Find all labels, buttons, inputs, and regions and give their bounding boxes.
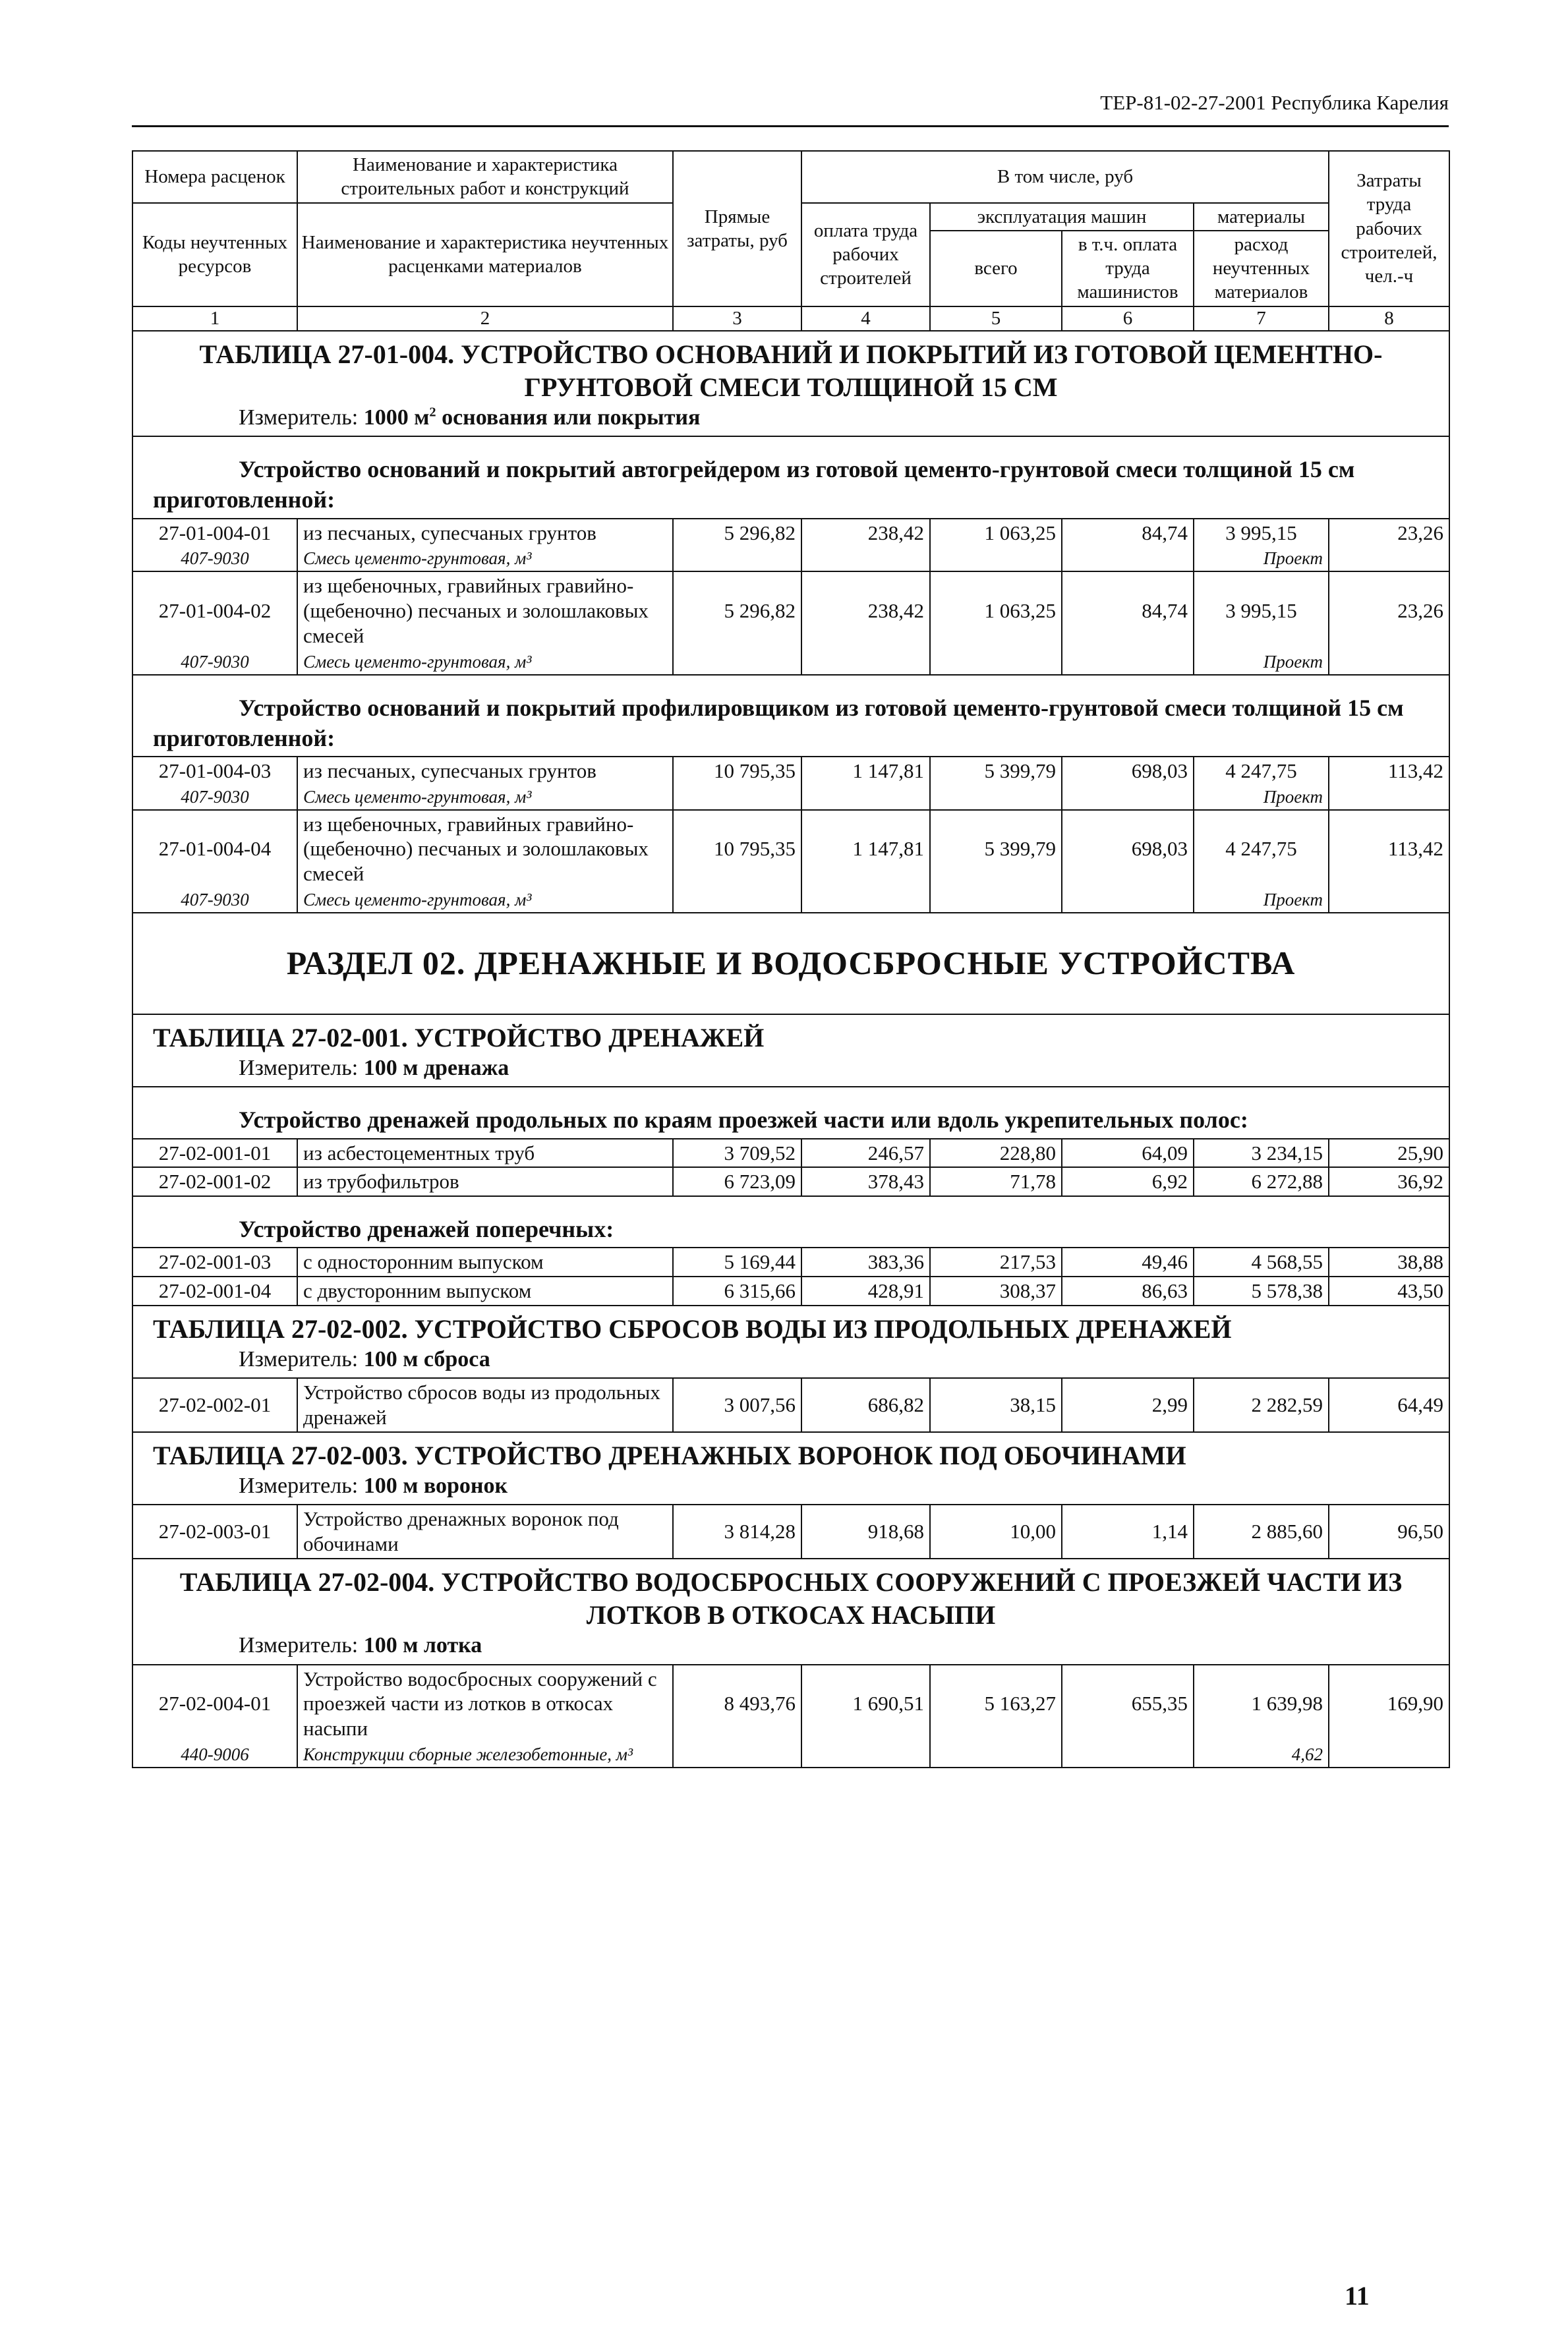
- table-row: 27-02-003-01 Устройство дренажных воронок под обочинами 3 814,28 918,68 10,00 1,14 2 885,60 96,50: [132, 1505, 1449, 1559]
- rate-code: 27-01-004-02: [132, 571, 297, 649]
- rate-code: 27-01-004-03: [132, 757, 297, 785]
- table-title-row: [132, 1559, 1449, 1665]
- table-title: ТАБЛИЦА 27-02-001. УСТРОЙСТВО ДРЕНАЖЕЙ: [153, 1022, 765, 1052]
- table-row: 27-01-004-02 из щебеночных, гравийных гравийно-(щебеночно) песчаных и золошлаковых смесей 5 296,82 238,42 1 063,25 84,74 3 995,15 23,26: [132, 571, 1449, 649]
- col-1b-header: Коды неучтенных ресурсов: [132, 203, 297, 306]
- work-name: Устройство дренажных воронок под обочинами: [297, 1505, 673, 1559]
- measure-unit: Измеритель: 100 м лотка: [239, 1633, 482, 1658]
- resource-code: 440-9006: [132, 1743, 297, 1768]
- materials-header: материалы: [1194, 203, 1329, 231]
- work-name: из щебеночных, гравийных гравийно-(щебеночно) песчаных и золошлаковых смесей: [297, 571, 673, 649]
- measure-unit: Измеритель: 100 м сброса: [239, 1346, 490, 1371]
- col-2b-header: Наименование и характеристика неучтенных расценками материалов: [297, 203, 673, 306]
- resource-code: 407-9030: [132, 546, 297, 571]
- work-name: Устройство сбросов воды из продольных дренажей: [297, 1378, 673, 1432]
- resource-code: 407-9030: [132, 785, 297, 810]
- work-name: из трубофильтров: [297, 1167, 673, 1196]
- table-title-row: [132, 331, 1449, 437]
- material-name: Смесь цементо-грунтовая, м³: [297, 546, 673, 571]
- page-number: 11: [1345, 2281, 1370, 2311]
- subsection-title: Устройство дренажей продольных по краям проезжей части или вдоль укрепительных полос:: [239, 1107, 1248, 1134]
- rate-code: 27-02-004-01: [132, 1665, 297, 1743]
- material-name: Смесь цементо-грунтовая, м³: [297, 785, 673, 810]
- resource-row: 407-9030 Смесь цементо-грунтовая, м³ Проект: [132, 650, 1449, 675]
- table-title-row: [132, 1306, 1449, 1379]
- rate-code: 27-01-004-04: [132, 810, 297, 888]
- work-name: из асбестоцементных труб: [297, 1139, 673, 1168]
- material-name: Смесь цементо-грунтовая, м³: [297, 650, 673, 675]
- table-row: 27-02-001-01 из асбестоцементных труб 3 709,52 246,57 228,80 64,09 3 234,15 25,90: [132, 1139, 1449, 1168]
- header-rule: [132, 125, 1449, 127]
- rate-code: 27-02-001-04: [132, 1277, 297, 1306]
- table-title: ТАБЛИЦА 27-02-004. УСТРОЙСТВО ВОДОСБРОСНЫХ СООРУЖЕНИЙ С ПРОЕЗЖЕЙ ЧАСТИ ИЗ ЛОТКОВ В ОТКОСАХ НАСЫПИ: [179, 1567, 1403, 1630]
- table-title: ТАБЛИЦА 27-02-003. УСТРОЙСТВО ДРЕНАЖНЫХ ВОРОНОК ПОД ОБОЧИНАМИ: [153, 1440, 1186, 1470]
- section-title: РАЗДЕЛ 02. ДРЕНАЖНЫЕ И ВОДОСБРОСНЫЕ УСТРОЙСТВА: [132, 913, 1449, 1014]
- resource-row: 440-9006 Конструкции сборные железобетонные, м³ 4,62: [132, 1743, 1449, 1768]
- work-name: с односторонним выпуском: [297, 1248, 673, 1277]
- table-title-row: [132, 1014, 1449, 1087]
- table-row: 27-02-001-04 с двусторонним выпуском 6 315,66 428,91 308,37 86,63 5 578,38 43,50: [132, 1277, 1449, 1306]
- column-numbers-row: 1 2 3 4 5 6 7 8: [132, 306, 1449, 331]
- rate-code: 27-01-004-01: [132, 519, 297, 547]
- col-4-header: оплата труда рабочих строителей: [801, 203, 930, 306]
- subsection-title: Устройство оснований и покрытий профилировщиком из готовой цементо-грунтовой смеси толщиной 15 см приготовленной:: [153, 694, 1404, 751]
- col-5-header: всего: [930, 231, 1062, 306]
- col-6-header: в т.ч. оплата труда машинистов: [1062, 231, 1194, 306]
- subsection-title: Устройство дренажей поперечных:: [239, 1216, 614, 1243]
- measure-unit: Измеритель: 100 м воронок: [239, 1473, 508, 1498]
- column-header-row: [132, 151, 1449, 203]
- table-row: 27-02-004-01 Устройство водосбросных сооружений с проезжей части из лотков в откосах насыпи 8 493,76 1 690,51 5 163,27 655,35 1 639,98 169,90: [132, 1665, 1449, 1743]
- work-name: с двусторонним выпуском: [297, 1277, 673, 1306]
- table-row: 27-01-004-03 из песчаных, супесчаных грунтов 10 795,35 1 147,81 5 399,79 698,03 4 247,75 113,42: [132, 757, 1449, 785]
- material-name: Смесь цементо-грунтовая, м³: [297, 888, 673, 913]
- document-header: ТЕР-81-02-27-2001 Республика Карелия: [1100, 91, 1449, 114]
- resource-code: 407-9030: [132, 650, 297, 675]
- col-1a-header: Номера расценок: [132, 151, 297, 203]
- col-2a-header: Наименование и характеристика строительных работ и конструкций: [297, 151, 673, 203]
- section-row: [132, 913, 1449, 1014]
- work-name: Устройство водосбросных сооружений с проезжей части из лотков в откосах насыпи: [297, 1665, 673, 1743]
- table-row: 27-02-001-03 с односторонним выпуском 5 169,44 383,36 217,53 49,46 4 568,55 38,88: [132, 1248, 1449, 1277]
- table-title-row: [132, 1432, 1449, 1505]
- subsection-row: [132, 436, 1449, 518]
- machines-header: эксплуатация машин: [930, 203, 1194, 231]
- table-row: 27-02-001-02 из трубофильтров 6 723,09 378,43 71,78 6,92 6 272,88 36,92: [132, 1167, 1449, 1196]
- subsection-row: [132, 1087, 1449, 1138]
- work-name: из песчаных, супесчаных грунтов: [297, 757, 673, 785]
- work-name: из песчаных, супесчаных грунтов: [297, 519, 673, 547]
- col-3-header: Прямые затраты, руб: [673, 151, 801, 306]
- table-row: 27-01-004-01 из песчаных, супесчаных грунтов 5 296,82 238,42 1 063,25 84,74 3 995,15 23,26: [132, 519, 1449, 547]
- measure-unit: Измеритель: 100 м дренажа: [239, 1055, 509, 1080]
- rate-code: 27-02-002-01: [132, 1378, 297, 1432]
- table-title: ТАБЛИЦА 27-01-004. УСТРОЙСТВО ОСНОВАНИЙ И ПОКРЫТИЙ ИЗ ГОТОВОЙ ЦЕМЕНТНО- ГРУНТОВОЙ СМЕСИ ТОЛЩИНОЙ 15 СМ: [199, 339, 1383, 402]
- resource-row: 407-9030 Смесь цементо-грунтовая, м³ Проект: [132, 546, 1449, 571]
- price-table: [132, 150, 1450, 1768]
- resource-code: 407-9030: [132, 888, 297, 913]
- resource-row: 407-9030 Смесь цементо-грунтовая, м³ Проект: [132, 785, 1449, 810]
- rate-code: 27-02-001-02: [132, 1167, 297, 1196]
- table-title: ТАБЛИЦА 27-02-002. УСТРОЙСТВО СБРОСОВ ВОДЫ ИЗ ПРОДОЛЬНЫХ ДРЕНАЖЕЙ: [153, 1313, 1232, 1344]
- rate-code: 27-02-001-03: [132, 1248, 297, 1277]
- subsection-row: [132, 675, 1449, 757]
- resource-row: 407-9030 Смесь цементо-грунтовая, м³ Проект: [132, 888, 1449, 913]
- col-8-header: Затраты труда рабочих строителей, чел.-ч: [1329, 151, 1449, 306]
- material-name: Конструкции сборные железобетонные, м³: [297, 1743, 673, 1768]
- measure-unit: Измеритель: 1000 $м^2$ основания или покрытия: [239, 405, 701, 430]
- subsection-row: [132, 1196, 1449, 1248]
- col-7-header: расход неучтенных материалов: [1194, 231, 1329, 306]
- subsection-title: Устройство оснований и покрытий автогрейдером из готовой цементо-грунтовой смеси толщиной 15 см приготовленной:: [153, 456, 1355, 513]
- table-row: 27-01-004-04 из щебеночных, гравийных гравийно-(щебеночно) песчаных и золошлаковых смесей 10 795,35 1 147,81 5 399,79 698,03 4 247,75 113,42: [132, 810, 1449, 888]
- work-name: из щебеночных, гравийных гравийно-(щебеночно) песчаных и золошлаковых смесей: [297, 810, 673, 888]
- rate-code: 27-02-001-01: [132, 1139, 297, 1168]
- group-header: В том числе, руб: [801, 151, 1329, 203]
- rate-code: 27-02-003-01: [132, 1505, 297, 1559]
- table-row: 27-02-002-01 Устройство сбросов воды из продольных дренажей 3 007,56 686,82 38,15 2,99 2 282,59 64,49: [132, 1378, 1449, 1432]
